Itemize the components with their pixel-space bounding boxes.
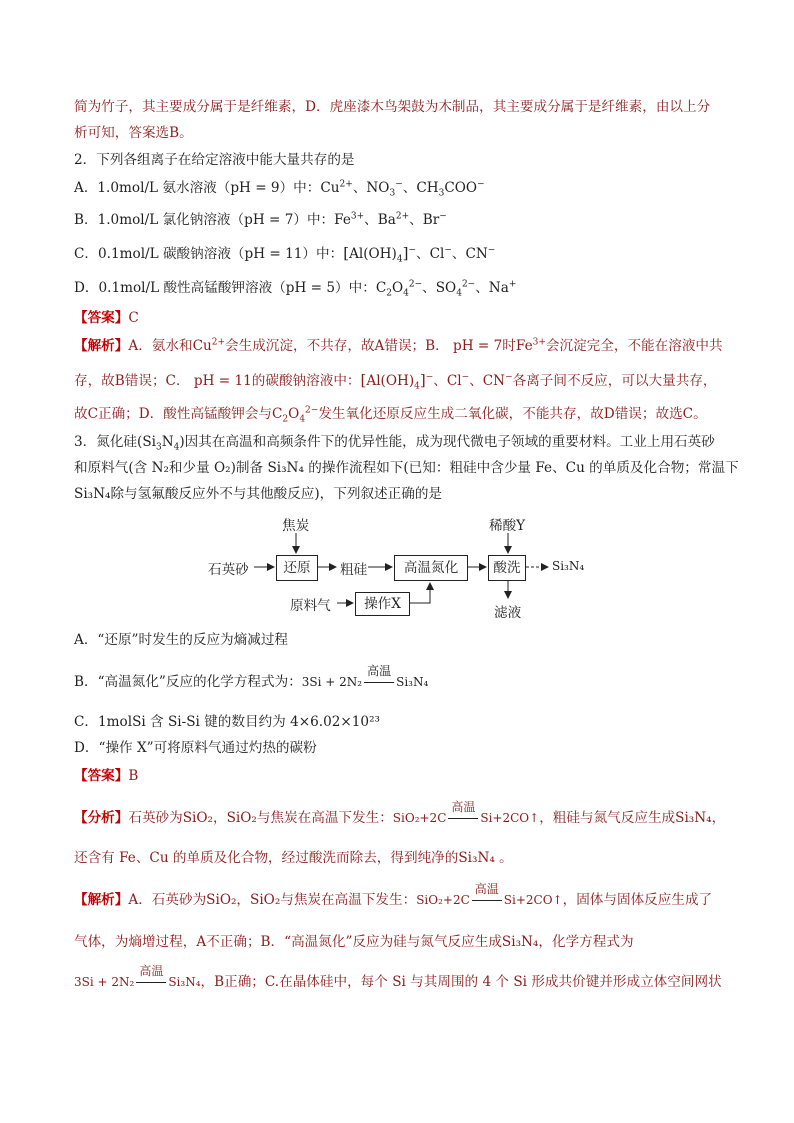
question-3-stem-line-1: 3．氮化硅$(Si_3N_4)$因其在高温和高频条件下的优异性能，成为现代微电子领域的重要材料。工业上用石英砂: [74, 434, 715, 453]
paragraph-line: 简为竹子，其主要成分属于是纤维素，D．虎座漆木鸟架鼓为木制品，其主要成分属于是纤维素，由以上分: [74, 99, 711, 115]
analysis-3-fenxi-line-1: 【分析】石英砂为SiO₂，SiO₂与焦炭在高温下发生：SiO₂+2C 高温 Si+2CO↑，粗硅与氮气反应生成Si₃N₄，: [74, 800, 726, 826]
question-2-option-d: D．0.1mol/L 酸性高锰酸钾溶液（pH = 5）中：$C_2O_4^{2-}$、$SO_4^{2-}$、Na+: [74, 279, 517, 299]
flow-label-shiyingsha: 石英砂: [208, 562, 249, 578]
analysis-2-line-3: 故C正确；D．酸性高锰酸钾会与$C_2O_4^{2-}$发生氧化还原反应生成二氧化碳，不能共存，故D错误；故选C。: [74, 405, 707, 425]
question-2-option-a: A．1.0mol/L 氨水溶液（pH = 9）中：$Cu^{2+}$、$NO_3^-$、$CH_3COO^-$: [74, 179, 485, 199]
question-2-stem: 2．下列各组离子在给定溶液中能大量共存的是: [74, 152, 355, 168]
analysis-2-line-1: 【解析】A．氨水和$Cu^{2+}$会生成沉淀，不共存，故A错误；B． pH = 7时$Fe^{3+}$会沉淀完全，不能在溶液中共: [74, 337, 723, 354]
question-3-option-a: A．“还原”时发生的反应为熵减过程: [74, 632, 289, 648]
question-3-stem-line-2: 和原料气(含 N₂和少量 O₂)制备 Si₃N₄ 的操作流程如下(已知：粗硅中含少量 Fe、Cu 的单质及化合物；常温下: [74, 460, 739, 476]
analysis-3-jiexi-line-2: 气体，为熵增过程，A不正确；B．“高温氮化”反应为硅与氮气反应生成Si₃N₄，化学方程式为: [74, 934, 634, 950]
answer-2: 【答案】C: [74, 310, 139, 326]
flow-box-huanyuan: 还原: [276, 555, 318, 581]
question-2-option-b: B．1.0mol/L 氯化钠溶液（pH = 7）中：$Fe^{3+}$、$Ba^{2+}$、Br−: [74, 211, 447, 228]
question-2-option-c: C．0.1mol/L 碳酸钠溶液（pH = 11）中：$[Al(OH)_4]^-$、Cl−、CN−: [74, 244, 496, 265]
analysis-2-line-2: 存，故B错误；C． pH = 11的碳酸钠溶液中：$[Al(OH)_4]^-$、Cl−、CN−各离子间不反应，可以大量共存，: [74, 371, 717, 392]
question-3-stem-line-3: Si₃N₄除与氢氟酸反应外不与其他酸反应)，下列叙述正确的是: [74, 486, 443, 502]
answer-3: 【答案】B: [74, 768, 139, 784]
flow-box-caozuo: 操作X: [355, 592, 410, 616]
flow-label-si3n4: Si₃N₄: [552, 559, 585, 573]
paragraph-line: 析可知，答案选B。: [74, 125, 193, 141]
flow-box-suanxi: 酸洗: [488, 555, 526, 581]
analysis-3-jiexi-line-3: 3Si + 2N₂ 高温 Si₃N₄，B正确；C.在晶体硅中，每个 Si 与其周围的 4 个 Si 形成共价键并形成立体空间网状: [74, 964, 722, 990]
analysis-3-jiexi-line-1: 【解析】A．石英砂为SiO₂，SiO₂与焦炭在高温下发生：SiO₂+2C 高温 Si+2CO↑，固体与固体反应生成了: [74, 882, 713, 908]
question-3-option-b: B．“高温氮化”反应的化学方程式为：3Si + 2N₂ 高温 Si₃N₄: [74, 664, 429, 690]
flow-label-xisuan: 稀酸Y: [489, 518, 526, 534]
flow-label-cugui: 粗硅: [340, 562, 368, 578]
question-3-option-c: C．1molSi 含 Si-Si 键的数目约为 4×6.02×10²³: [74, 714, 380, 730]
flow-label-yuanliaoqi: 原料气: [290, 598, 331, 614]
flow-box-gaowen: 高温氮化: [394, 555, 468, 581]
analysis-3-fenxi-line-2: 还含有 Fe、Cu 的单质及化合物，经过酸洗而除去，得到纯净的Si₃N₄ 。: [74, 850, 513, 866]
question-3-option-d: D．“操作 X”可将原料气通过灼热的碳粉: [74, 740, 317, 756]
flow-label-lvye: 滤液: [494, 605, 522, 621]
flow-label-jiaotan: 焦炭: [282, 518, 310, 534]
